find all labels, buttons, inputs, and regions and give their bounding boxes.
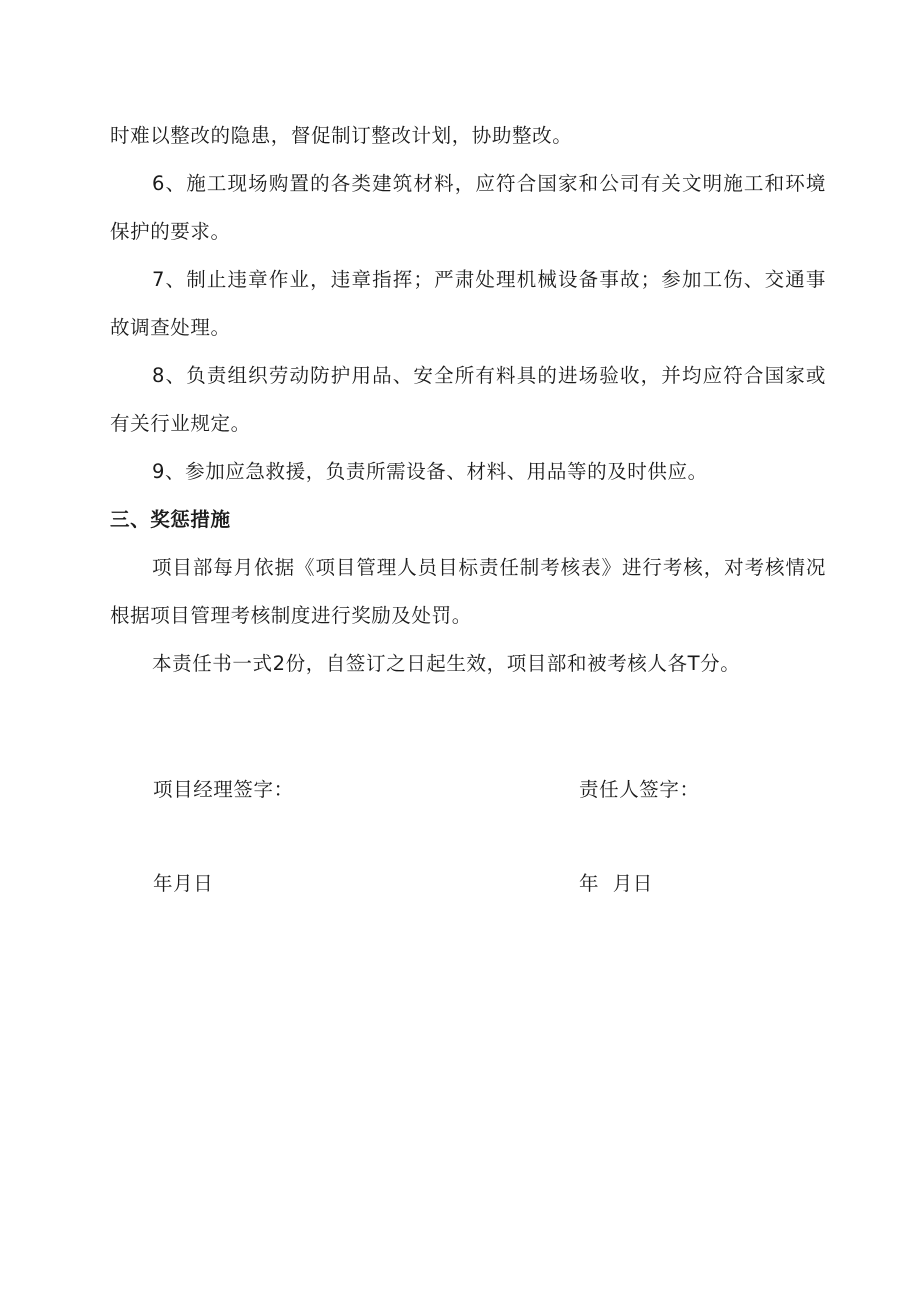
paragraph-item-9: 9、参加应急救援，负责所需设备、材料、用品等的及时供应。 xyxy=(152,460,708,483)
section-heading-rewards-penalties: 三、奖惩措施 xyxy=(110,508,231,531)
paragraph-continuation: 时难以整改的隐患，督促制订整改计划，协助整改。 xyxy=(110,124,573,147)
project-manager-date-label: 年月日 xyxy=(153,872,214,895)
paragraph-item-6: 6、施工现场购置的各类建筑材料，应符合国家和公司有关文明施工和环境保护的要求。 xyxy=(110,172,826,243)
responsible-person-signature-label: 责任人签字： xyxy=(579,778,700,801)
paragraph-item-8: 8、负责组织劳动防护用品、安全所有料具的进场验收，并均应符合国家或有关行业规定。 xyxy=(110,364,826,435)
paragraph-item-7: 7、制止违章作业，违章指挥；严肃处理机械设备事故；参加工伤、交通事故调查处理。 xyxy=(110,268,826,339)
paragraph-effective-clause: 本责任书一式2份，自签订之日起生效，项目部和被考核人各T分。 xyxy=(152,652,741,675)
responsible-person-date-label: 年 月日 xyxy=(579,872,653,895)
project-manager-signature-label: 项目经理签字： xyxy=(153,778,294,801)
paragraph-assessment: 项目部每月依据《项目管理人员目标责任制考核表》进行考核，对考核情况根据项目管理考核制度进行奖励及处罚。 xyxy=(110,556,826,627)
document-body xyxy=(110,112,826,688)
